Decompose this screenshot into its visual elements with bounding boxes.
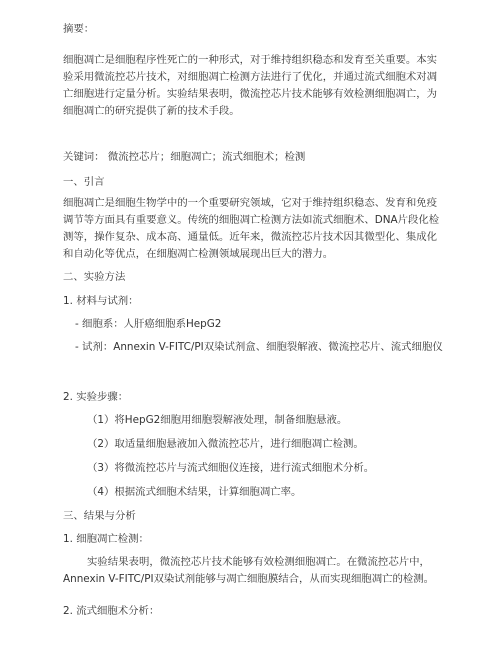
step-4: （4）根据流式细胞术结果，计算细胞凋亡率。 xyxy=(87,486,302,498)
result-1-title: 1. 细胞凋亡检测： xyxy=(63,533,149,545)
materials-title: 1. 材料与试剂： xyxy=(63,295,139,307)
abstract-body: 细胞凋亡是细胞程序性死亡的一种形式，对于维持组织稳态和发育至关重要。本实验采用微流控芯片技术，对细胞凋亡检测方法进行了优化，并通过流式细胞术对凋亡细胞进行定量分析。实验结果表明，微流控芯片技术能够有效检测细胞凋亡，为细胞凋亡的研究提供了新的技术手段。 xyxy=(63,54,438,117)
section-title-introduction: 一、引言 xyxy=(63,176,105,188)
material-cells: - 细胞系：人肝癌细胞系HepG2 xyxy=(75,318,222,330)
step-2: （2）取适量细胞悬液加入微流控芯片，进行细胞凋亡检测。 xyxy=(87,438,364,450)
result-2-title: 2. 流式细胞术分析： xyxy=(63,605,160,617)
section-title-methods: 二、实验方法 xyxy=(63,271,126,283)
steps-title: 2. 实验步骤： xyxy=(63,391,129,403)
section-title-results: 三、结果与分析 xyxy=(63,510,136,522)
result-1-body: 实验结果表明，微流控芯片技术能够有效检测细胞凋亡。在微流控芯片中，Annexin V-FITC/PI双染试剂能够与凋亡细胞膜结合，从而实现细胞凋亡的检测。 xyxy=(63,556,435,585)
introduction-body: 细胞凋亡是细胞生物学中的一个重要研究领域，它对于维持组织稳态、发育和免疫调节等方面具有重要意义。传统的细胞凋亡检测方法如流式细胞术、DNA片段化检测等，操作复杂、成本高、通量低。近年来，微流控芯片技术因其微型化、集成化和自动化等优点，在细胞凋亡检测领域展现出巨大的潜力。 xyxy=(63,197,440,260)
step-3: （3）将微流控芯片与流式细胞仪连接，进行流式细胞术分析。 xyxy=(87,462,375,474)
step-1: （1）将HepG2细胞用细胞裂解液处理，制备细胞悬液。 xyxy=(87,414,348,426)
abstract-heading: 摘要： xyxy=(63,23,95,35)
material-reagents: - 试剂：Annexin V-FITC/PI双染试剂盒、细胞裂解液、微流控芯片、流式细胞仪 xyxy=(75,341,443,353)
keywords: 关键词： 微流控芯片；细胞凋亡；流式细胞术；检测 xyxy=(63,151,306,163)
